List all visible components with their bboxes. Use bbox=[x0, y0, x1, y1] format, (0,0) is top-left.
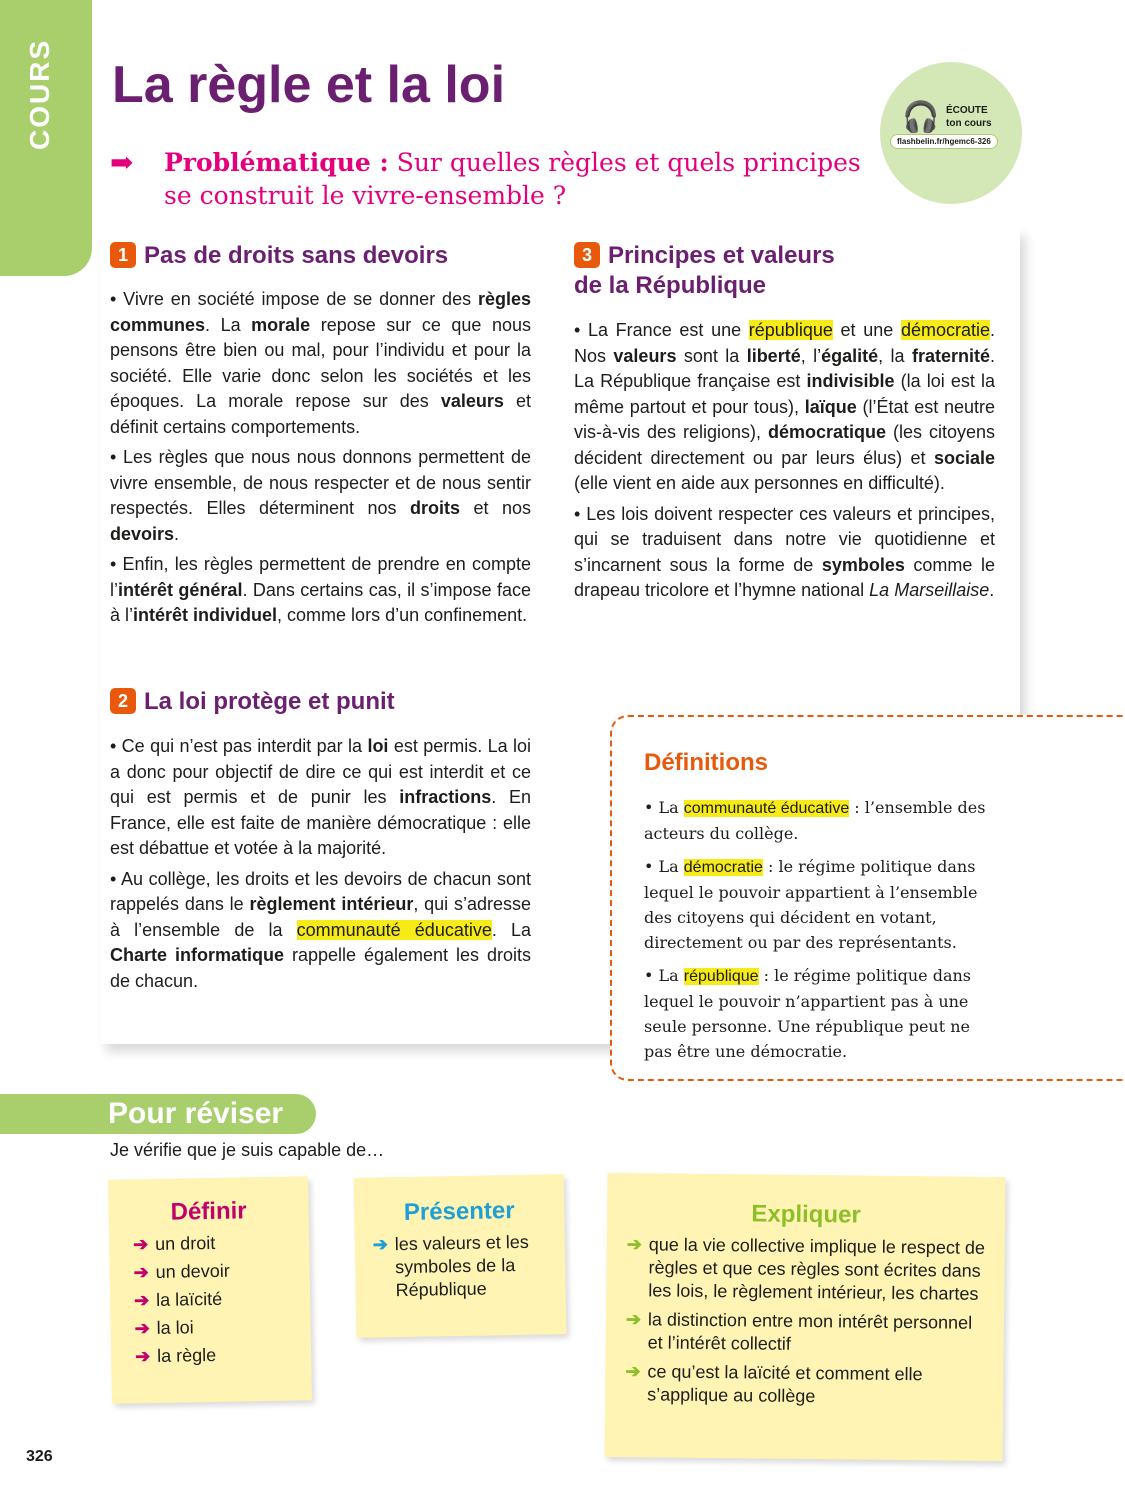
listen-line1: ÉCOUTE bbox=[946, 105, 988, 116]
list-item: ➔ un droit bbox=[133, 1232, 216, 1255]
list-item: ➔ la loi bbox=[134, 1317, 194, 1339]
arrow-right-icon: ➡ bbox=[110, 146, 134, 179]
listen-url-link[interactable]: flashbelin.fr/hgemc6-326 bbox=[890, 134, 998, 149]
section2-title bbox=[110, 687, 395, 717]
section1-paragraph: • Vivre en société impose de se donner des règles communes. La morale repose sur ce que nous pensons être bien ou mal, pour l’individu et pour la société. Elle varie donc selon les sociétés et les époques. La morale repose sur des valeurs et définit certains comportements. bbox=[110, 289, 531, 437]
problematique-label: Problématique : bbox=[164, 148, 389, 177]
revision-subtitle: Je vérifie que je suis capable de… bbox=[110, 1140, 385, 1160]
section3-title-line2: de la République bbox=[574, 272, 767, 299]
arrow-right-icon: ➔ bbox=[372, 1234, 389, 1255]
section1-paragraph: • Les règles que nous nous donnons permettent de vivre ensemble, de nous respecter et de nous sentir respectés. Elles déterminent nos droits et nos devoirs. bbox=[110, 447, 531, 544]
note-presenter bbox=[354, 1174, 567, 1338]
section2-paragraph: • Ce qui n’est pas interdit par la loi est permis. La loi a donc pour objectif de dire ce qui est interdit et ce qui est permis et de punir les infractions. En France, elle est faite de manière démocratique : elle est débattue et votée à la majorité. bbox=[110, 736, 531, 858]
section1-title-text: Pas de droits sans devoirs bbox=[144, 242, 449, 269]
definitions-title: Définitions bbox=[644, 749, 768, 776]
note-expliquer-title: Expliquer bbox=[751, 1200, 861, 1229]
problematique-text-line1: Sur quelles règles et quels principes bbox=[396, 148, 861, 177]
section3-paragraph: • Les lois doivent respecter ces valeurs et principes, qui se traduisent dans notre vie quotidienne et s’incarnent sous la forme de symboles comme le drapeau tricolore et l’hymne national La Marseillaise. bbox=[574, 503, 995, 600]
list-item: ➔ un devoir bbox=[133, 1260, 230, 1283]
definitions-list bbox=[644, 795, 989, 1072]
arrow-right-icon: ➔ bbox=[133, 1262, 149, 1283]
arrow-right-icon: ➔ bbox=[625, 1361, 641, 1382]
revision-title: Pour réviser bbox=[108, 1097, 284, 1130]
section2-title-text: La loi protège et punit bbox=[144, 688, 395, 715]
list-item: ➔ que la vie collective implique le respect de règles et que ces règles sont écrites dans les lois, le règlement intérieur, les chartes bbox=[626, 1234, 986, 1304]
list-item: ➔ ce qu’est la laïcité et comment elle s’applique au collège bbox=[625, 1361, 923, 1407]
section3-paragraph: • La France est une république et une démocratie. Nos valeurs sont la liberté, l’égalité, la fraternité. La République française est indivisible (la loi est la même partout et pour tous), laïque (l’État est neutre vis-à-vis des religions), démocratique (les citoyens décident directement ou par leurs élus) et sociale (elle vient en aide aux personnes en difficulté). bbox=[574, 320, 996, 493]
headphones-icon: 🎧 bbox=[902, 101, 940, 134]
section2-number: 2 bbox=[110, 688, 136, 714]
arrow-right-icon: ➔ bbox=[626, 1234, 642, 1255]
section2-paragraph: • Au collège, les droits et les devoirs de chacun sont rappelés dans le règlement intérieur, qui s’adresse à l’ensemble de la communauté éducative. La Charte informatique rappelle également les droits de chacun. bbox=[110, 868, 532, 991]
revision-band bbox=[0, 1094, 316, 1134]
problematique-text-line2: se construit le vivre-ensemble ? bbox=[164, 181, 567, 210]
section3-title bbox=[574, 241, 835, 301]
page-number: 326 bbox=[26, 1448, 53, 1465]
list-item: ➔ les valeurs et les symboles de la République bbox=[372, 1231, 529, 1301]
definition-item: • La république : le régime politique dans lequel le pouvoir n’appartient pas à une seule personne. Une république peut ne pas être une démocratie. bbox=[644, 966, 972, 1061]
arrow-right-icon: ➔ bbox=[625, 1309, 642, 1330]
problematique bbox=[110, 146, 870, 212]
definitions-box bbox=[610, 715, 1125, 1081]
arrow-right-icon: ➔ bbox=[133, 1234, 149, 1255]
definition-item: • La communauté éducative : l’ensemble des acteurs du collège. bbox=[644, 798, 986, 843]
definition-item: • La démocratie : le régime politique dans lequel le pouvoir appartient à l’ensemble des citoyens qui décident en votant, directement ou par des représentants. bbox=[644, 857, 978, 952]
listen-audio-badge[interactable] bbox=[880, 62, 1022, 204]
list-item: ➔ la règle bbox=[134, 1344, 217, 1367]
section3-number: 3 bbox=[574, 242, 600, 268]
arrow-right-icon: ➔ bbox=[133, 1290, 150, 1311]
page-title: La règle et la loi bbox=[112, 56, 506, 114]
list-item: ➔ la laïcité bbox=[133, 1288, 223, 1311]
listen-line2: ton cours bbox=[946, 118, 992, 129]
section3-body bbox=[574, 318, 995, 609]
note-definir bbox=[108, 1176, 312, 1403]
section2-body bbox=[110, 734, 531, 999]
note-expliquer bbox=[605, 1173, 1006, 1461]
section1-title bbox=[110, 241, 448, 271]
section1-number: 1 bbox=[110, 242, 136, 268]
list-item: ➔ la distinction entre mon intérêt personnel et l’intérêt collectif bbox=[625, 1309, 973, 1354]
note-definir-title: Définir bbox=[170, 1197, 247, 1226]
arrow-right-icon: ➔ bbox=[134, 1318, 150, 1339]
section1-paragraph: • Enfin, les règles permettent de prendre en compte l’intérêt général. Dans certains cas, il s’impose face à l’intérêt individuel, comme lors d’un confinement. bbox=[110, 554, 531, 625]
section1-body bbox=[110, 287, 531, 634]
arrow-right-icon: ➔ bbox=[134, 1346, 151, 1367]
cours-label: COURS bbox=[24, 38, 55, 150]
section3-title-line1: Principes et valeurs bbox=[608, 242, 835, 269]
note-presenter-title: Présenter bbox=[403, 1197, 515, 1226]
cours-side-tab bbox=[0, 0, 92, 276]
